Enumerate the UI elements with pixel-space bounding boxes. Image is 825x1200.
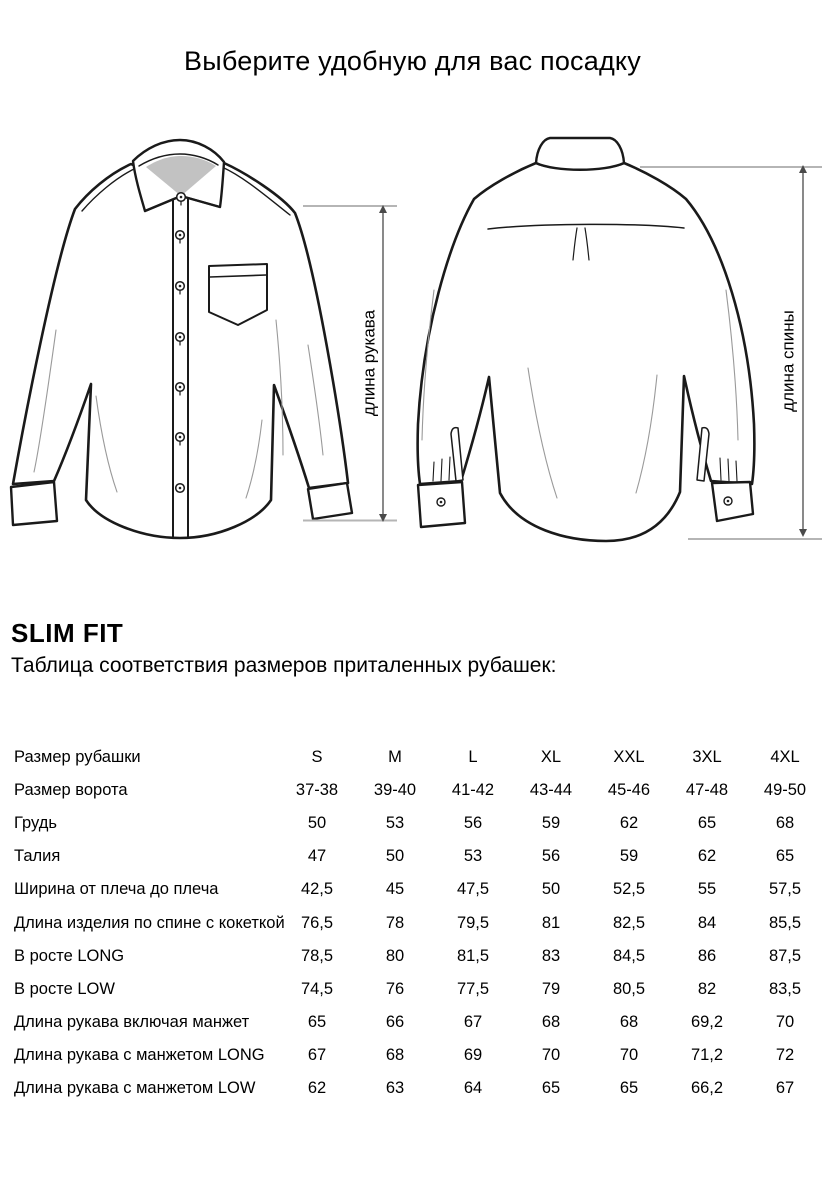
size-cell: 68 (619, 1012, 639, 1031)
table-row (14, 940, 824, 973)
size-cell: 53 (385, 814, 405, 833)
size-cell: 84 (697, 913, 717, 932)
size-cell: 76,5 (300, 913, 334, 932)
size-cell: 4XL (770, 748, 800, 767)
back-collar-stand (536, 138, 624, 170)
size-cell: 39-40 (373, 781, 417, 800)
back-length-label: длина спины (778, 310, 798, 412)
size-table (14, 741, 824, 1105)
table-row (14, 906, 824, 939)
size-cell: 67 (463, 1012, 483, 1031)
front-shirt-body (13, 163, 348, 538)
row-label: Ширина от плеча до плеча (14, 880, 219, 899)
size-cell: 65 (541, 1078, 561, 1097)
size-cell: 79,5 (456, 913, 490, 932)
table-row (14, 774, 824, 807)
table-row (14, 973, 824, 1006)
size-cell: M (388, 748, 402, 767)
row-label: Грудь (14, 814, 57, 833)
size-cell: 64 (463, 1078, 483, 1097)
size-cell: 81,5 (456, 946, 490, 965)
size-cell: 41-42 (451, 781, 495, 800)
size-cell: 80,5 (612, 979, 646, 998)
size-cell: 65 (697, 814, 717, 833)
size-cell: S (311, 748, 323, 767)
arrow-down-icon (799, 529, 807, 537)
size-cell: 45-46 (607, 781, 651, 800)
size-cell: 59 (619, 847, 639, 866)
size-cell: 78 (385, 913, 405, 932)
table-row (14, 741, 824, 774)
back-shirt-illustration (418, 138, 755, 541)
size-cell: 62 (619, 814, 639, 833)
front-right-cuff (308, 483, 352, 519)
size-cell: 83 (541, 946, 561, 965)
size-cell: 63 (385, 1078, 405, 1097)
size-cell: 47,5 (456, 880, 490, 899)
row-label: Размер ворота (14, 781, 128, 800)
size-cell: 47 (307, 847, 327, 866)
size-cell: 74,5 (300, 979, 334, 998)
row-label: Талия (14, 847, 61, 866)
size-cell: 47-48 (685, 781, 729, 800)
shirt-diagram (0, 130, 825, 570)
back-shirt-body (418, 163, 755, 541)
size-cell: 66 (385, 1012, 405, 1031)
size-cell: L (468, 748, 478, 767)
size-cell: 68 (775, 814, 795, 833)
row-label: Длина рукава включая манжет (14, 1012, 250, 1031)
fit-heading: SLIM FIT (11, 618, 124, 648)
row-label: Длина рукава с манжетом LOW (14, 1078, 256, 1097)
size-cell: 56 (463, 814, 483, 833)
size-cell: XL (540, 748, 562, 767)
size-cell: 83,5 (768, 979, 802, 998)
size-cell: 37-38 (295, 781, 339, 800)
size-cell: 52,5 (612, 880, 646, 899)
size-cell: 82 (697, 979, 717, 998)
size-cell: 70 (541, 1045, 561, 1064)
size-cell: 82,5 (612, 913, 646, 932)
size-cell: 67 (307, 1045, 327, 1064)
table-row (14, 1006, 824, 1039)
size-cell: 84,5 (612, 946, 646, 965)
size-cell: 49-50 (763, 781, 807, 800)
size-cell: 67 (775, 1078, 795, 1097)
size-cell: 87,5 (768, 946, 802, 965)
size-cell: 66,2 (690, 1078, 724, 1097)
table-row (14, 807, 824, 840)
size-cell: 65 (775, 847, 795, 866)
size-cell: 62 (697, 847, 717, 866)
sleeve-length-label: длина рукава (359, 309, 379, 417)
table-subtitle: Таблица соответствия размеров приталенных рубашек: (11, 654, 557, 677)
front-shirt-illustration (11, 140, 352, 538)
size-cell: 69 (463, 1045, 483, 1064)
size-cell: 68 (541, 1012, 561, 1031)
row-label: Размер рубашки (14, 748, 141, 767)
table-row (14, 1072, 824, 1105)
size-cell: 65 (307, 1012, 327, 1031)
row-label: В росте LOW (14, 979, 115, 998)
table-row (14, 840, 824, 873)
size-cell: XXL (613, 748, 645, 767)
table-row (14, 873, 824, 906)
size-cell: 70 (619, 1045, 639, 1064)
size-cell: 56 (541, 847, 561, 866)
size-cell: 50 (385, 847, 405, 866)
size-cell: 59 (541, 814, 561, 833)
size-cell: 45 (385, 880, 405, 899)
front-left-cuff (11, 482, 57, 525)
size-cell: 43-44 (529, 781, 573, 800)
row-label: Длина изделия по спине с кокеткой (14, 913, 285, 932)
size-cell: 80 (385, 946, 405, 965)
size-cell: 70 (775, 1012, 795, 1031)
size-cell: 50 (307, 814, 327, 833)
table-row (14, 1039, 824, 1072)
size-cell: 55 (697, 880, 717, 899)
size-cell: 3XL (692, 748, 722, 767)
size-cell: 86 (697, 946, 717, 965)
size-cell: 79 (541, 979, 561, 998)
size-cell: 76 (385, 979, 405, 998)
size-cell: 57,5 (768, 880, 802, 899)
size-cell: 85,5 (768, 913, 802, 932)
size-cell: 53 (463, 847, 483, 866)
page-title: Выберите удобную для вас посадку (184, 46, 641, 76)
size-cell: 81 (541, 913, 561, 932)
row-label: Длина рукава с манжетом LONG (14, 1045, 265, 1064)
size-cell: 62 (307, 1078, 327, 1097)
size-cell: 72 (775, 1045, 795, 1064)
size-cell: 69,2 (690, 1012, 724, 1031)
size-cell: 50 (541, 880, 561, 899)
size-cell: 78,5 (300, 946, 334, 965)
size-cell: 42,5 (300, 880, 334, 899)
size-cell: 68 (385, 1045, 405, 1064)
size-cell: 77,5 (456, 979, 490, 998)
size-cell: 65 (619, 1078, 639, 1097)
size-cell: 71,2 (690, 1045, 724, 1064)
row-label: В росте LONG (14, 946, 125, 965)
